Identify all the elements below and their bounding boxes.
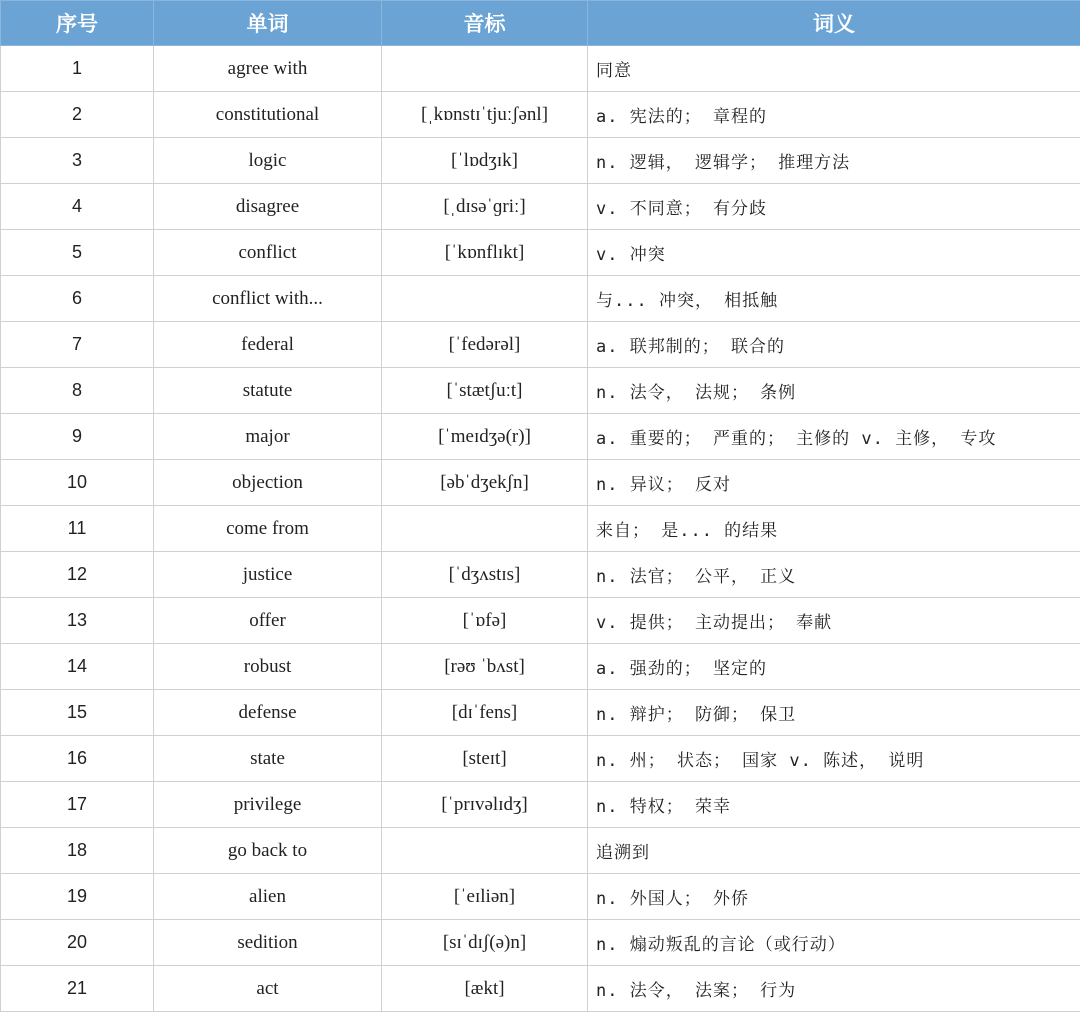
phonetic-cell: [382, 46, 588, 92]
row-number: 12: [1, 552, 154, 598]
table-header-row: [1, 1, 1080, 46]
meaning-cell: n. 法令， 法案； 行为: [588, 966, 1080, 1012]
row-number: 16: [1, 736, 154, 782]
meaning-cell: n. 煽动叛乱的言论（或行动）: [588, 920, 1080, 966]
meaning-cell: a. 联邦制的； 联合的: [588, 322, 1080, 368]
table-row: [1, 138, 1080, 184]
row-number: 4: [1, 184, 154, 230]
phonetic-cell: [ˈfedərəl]: [382, 322, 588, 368]
table-row: [1, 966, 1080, 1012]
table-row: [1, 506, 1080, 552]
row-number: 3: [1, 138, 154, 184]
word-cell: justice: [154, 552, 382, 598]
meaning-cell: 同意: [588, 46, 1080, 92]
word-cell: agree with: [154, 46, 382, 92]
phonetic-cell: [ˈkɒnflɪkt]: [382, 230, 588, 276]
meaning-cell: n. 法令， 法规； 条例: [588, 368, 1080, 414]
row-number: 10: [1, 460, 154, 506]
word-cell: offer: [154, 598, 382, 644]
phonetic-cell: [382, 828, 588, 874]
meaning-cell: n. 法官； 公平， 正义: [588, 552, 1080, 598]
table-row: [1, 736, 1080, 782]
phonetic-cell: [ˈmeɪdʒə(r)]: [382, 414, 588, 460]
meaning-cell: n. 特权； 荣幸: [588, 782, 1080, 828]
table-body: [1, 46, 1080, 1012]
phonetic-cell: [dɪˈfens]: [382, 690, 588, 736]
table-row: [1, 46, 1080, 92]
phonetic-cell: [rəʊ ˈbʌst]: [382, 644, 588, 690]
row-number: 15: [1, 690, 154, 736]
table-row: [1, 230, 1080, 276]
word-cell: objection: [154, 460, 382, 506]
table-row: [1, 184, 1080, 230]
word-cell: disagree: [154, 184, 382, 230]
table-row: [1, 874, 1080, 920]
row-number: 1: [1, 46, 154, 92]
table-row: [1, 414, 1080, 460]
meaning-cell: a. 强劲的； 坚定的: [588, 644, 1080, 690]
word-cell: privilege: [154, 782, 382, 828]
header-phonetic: 音标: [382, 1, 588, 46]
meaning-cell: a. 宪法的； 章程的: [588, 92, 1080, 138]
table-row: [1, 598, 1080, 644]
word-cell: conflict with...: [154, 276, 382, 322]
row-number: 6: [1, 276, 154, 322]
header-word: 单词: [154, 1, 382, 46]
word-cell: statute: [154, 368, 382, 414]
table-row: [1, 644, 1080, 690]
row-number: 20: [1, 920, 154, 966]
word-cell: conflict: [154, 230, 382, 276]
word-cell: robust: [154, 644, 382, 690]
word-cell: logic: [154, 138, 382, 184]
phonetic-cell: [əbˈdʒekʃn]: [382, 460, 588, 506]
row-number: 2: [1, 92, 154, 138]
phonetic-cell: [ækt]: [382, 966, 588, 1012]
phonetic-cell: [sɪˈdɪʃ(ə)n]: [382, 920, 588, 966]
phonetic-cell: [ˈeɪliən]: [382, 874, 588, 920]
row-number: 21: [1, 966, 154, 1012]
phonetic-cell: [ˈprɪvəlɪdʒ]: [382, 782, 588, 828]
meaning-cell: n. 异议； 反对: [588, 460, 1080, 506]
phonetic-cell: [382, 276, 588, 322]
header-no: 序号: [1, 1, 154, 46]
word-cell: defense: [154, 690, 382, 736]
row-number: 5: [1, 230, 154, 276]
meaning-cell: n. 辩护； 防御； 保卫: [588, 690, 1080, 736]
header-meaning: 词义: [588, 1, 1080, 46]
row-number: 17: [1, 782, 154, 828]
phonetic-cell: [ˈdʒʌstɪs]: [382, 552, 588, 598]
row-number: 13: [1, 598, 154, 644]
meaning-cell: v. 提供； 主动提出； 奉献: [588, 598, 1080, 644]
phonetic-cell: [382, 506, 588, 552]
row-number: 14: [1, 644, 154, 690]
meaning-cell: n. 州； 状态； 国家 v. 陈述， 说明: [588, 736, 1080, 782]
table-row: [1, 368, 1080, 414]
phonetic-cell: [steɪt]: [382, 736, 588, 782]
word-cell: go back to: [154, 828, 382, 874]
table-row: [1, 690, 1080, 736]
phonetic-cell: [ˈlɒdʒɪk]: [382, 138, 588, 184]
table-row: [1, 920, 1080, 966]
word-cell: state: [154, 736, 382, 782]
row-number: 9: [1, 414, 154, 460]
word-cell: alien: [154, 874, 382, 920]
row-number: 8: [1, 368, 154, 414]
meaning-cell: 来自； 是... 的结果: [588, 506, 1080, 552]
meaning-cell: 追溯到: [588, 828, 1080, 874]
table-row: [1, 92, 1080, 138]
table-row: [1, 460, 1080, 506]
phonetic-cell: [ˈɒfə]: [382, 598, 588, 644]
row-number: 18: [1, 828, 154, 874]
meaning-cell: a. 重要的； 严重的； 主修的 v. 主修， 专攻: [588, 414, 1080, 460]
meaning-cell: n. 逻辑， 逻辑学； 推理方法: [588, 138, 1080, 184]
word-cell: major: [154, 414, 382, 460]
meaning-cell: v. 冲突: [588, 230, 1080, 276]
phonetic-cell: [ˌdɪsəˈɡriː]: [382, 184, 588, 230]
table-row: [1, 276, 1080, 322]
phonetic-cell: [ˌkɒnstɪˈtjuːʃənl]: [382, 92, 588, 138]
table-row: [1, 552, 1080, 598]
meaning-cell: 与... 冲突， 相抵触: [588, 276, 1080, 322]
row-number: 7: [1, 322, 154, 368]
row-number: 11: [1, 506, 154, 552]
word-cell: sedition: [154, 920, 382, 966]
word-cell: come from: [154, 506, 382, 552]
table-row: [1, 828, 1080, 874]
meaning-cell: v. 不同意； 有分歧: [588, 184, 1080, 230]
word-cell: constitutional: [154, 92, 382, 138]
word-cell: federal: [154, 322, 382, 368]
table-row: [1, 782, 1080, 828]
word-cell: act: [154, 966, 382, 1012]
meaning-cell: n. 外国人； 外侨: [588, 874, 1080, 920]
phonetic-cell: [ˈstætʃuːt]: [382, 368, 588, 414]
row-number: 19: [1, 874, 154, 920]
table-row: [1, 322, 1080, 368]
